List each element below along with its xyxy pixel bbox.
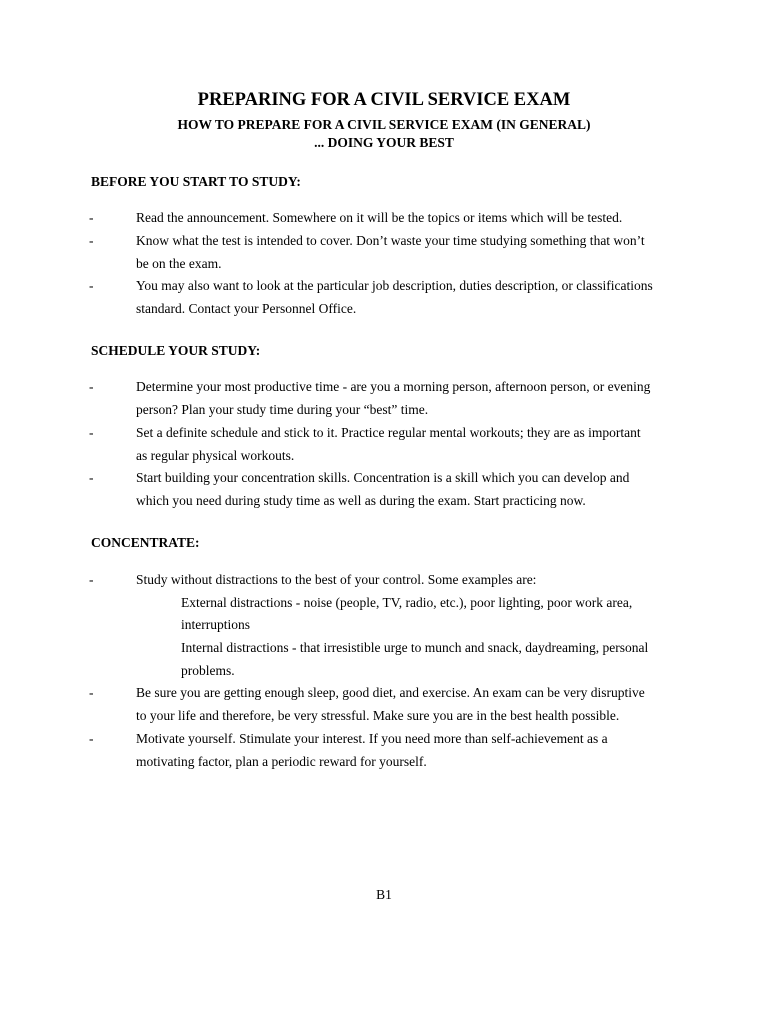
- list-item-text: [136, 568, 686, 591]
- list-item-line: Study without distractions to the best of your control. Some examples are:: [136, 572, 537, 587]
- section-heading-schedule: SCHEDULE YOUR STUDY:: [91, 343, 261, 358]
- list-item-line: motivating factor, plan a periodic reward for yourself.: [136, 754, 427, 769]
- page-title: PREPARING FOR A CIVIL SERVICE EXAM: [197, 90, 571, 110]
- bullet-dash: -: [89, 425, 94, 440]
- list-item-line: Determine your most productive time - are you a morning person, afternoon person, or evening: [136, 379, 651, 394]
- section-heading-before-study: BEFORE YOU START TO STUDY:: [91, 174, 301, 189]
- list-item-line: Read the announcement. Somewhere on it will be the topics or items which will be tested.: [136, 210, 623, 225]
- bullet-dash: -: [89, 470, 94, 485]
- list-item-line: Set a definite schedule and stick to it. Practice regular mental workouts; they are as important: [136, 425, 641, 440]
- bullet-dash: -: [89, 233, 94, 248]
- list-item-line: person? Plan your study time during your “best” time.: [136, 402, 429, 417]
- list-item-line: You may also want to look at the particular job description, duties description, or classifications: [136, 278, 653, 293]
- sub-list-line: External distractions - noise (people, TV, radio, etc.), poor lighting, poor work area,: [181, 595, 633, 610]
- bullet-dash: -: [89, 731, 94, 746]
- sub-list-line: Internal distractions - that irresistible urge to munch and snack, daydreaming, personal: [181, 640, 649, 655]
- list-item-text: [136, 421, 686, 467]
- list-item-text: [136, 206, 686, 229]
- bullet-dash: -: [89, 379, 94, 394]
- page-subtitle: HOW TO PREPARE FOR A CIVIL SERVICE EXAM (IN GENERAL): [177, 117, 591, 132]
- sub-list-line: interruptions: [181, 617, 250, 632]
- list-item-line: standard. Contact your Personnel Office.: [136, 301, 357, 316]
- list-item-line: Motivate yourself. Stimulate your interest. If you need more than self-achievement as a: [136, 731, 608, 746]
- bullet-dash: -: [89, 210, 94, 225]
- list-item-text: [136, 229, 686, 275]
- list-item-text: [136, 681, 686, 727]
- page-number: B1: [376, 887, 392, 902]
- list-item-line: be on the exam.: [136, 256, 222, 271]
- list-item-line: Know what the test is intended to cover. Don’t waste your time studying something that won’t: [136, 233, 645, 248]
- list-item-line: Be sure you are getting enough sleep, good diet, and exercise. An exam can be very disruptive: [136, 685, 645, 700]
- bullet-dash: -: [89, 572, 94, 587]
- bullet-dash: -: [89, 278, 94, 293]
- list-item-text: [136, 727, 686, 773]
- section-heading-concentrate: CONCENTRATE:: [91, 535, 200, 550]
- sub-list-line: problems.: [181, 663, 235, 678]
- list-item-line: Start building your concentration skills. Concentration is a skill which you can develop and: [136, 470, 630, 485]
- list-item-text: [136, 466, 686, 512]
- list-item-text: [136, 274, 686, 320]
- list-item-text: [136, 375, 686, 421]
- list-item-line: to your life and therefore, be very stressful. Make sure you are in the best health possible.: [136, 708, 620, 723]
- list-item-line: as regular physical workouts.: [136, 448, 295, 463]
- list-item-line: which you need during study time as well as during the exam. Start practicing now.: [136, 493, 586, 508]
- page-subtitle-secondary: ... DOING YOUR BEST: [314, 135, 454, 150]
- bullet-dash: -: [89, 685, 94, 700]
